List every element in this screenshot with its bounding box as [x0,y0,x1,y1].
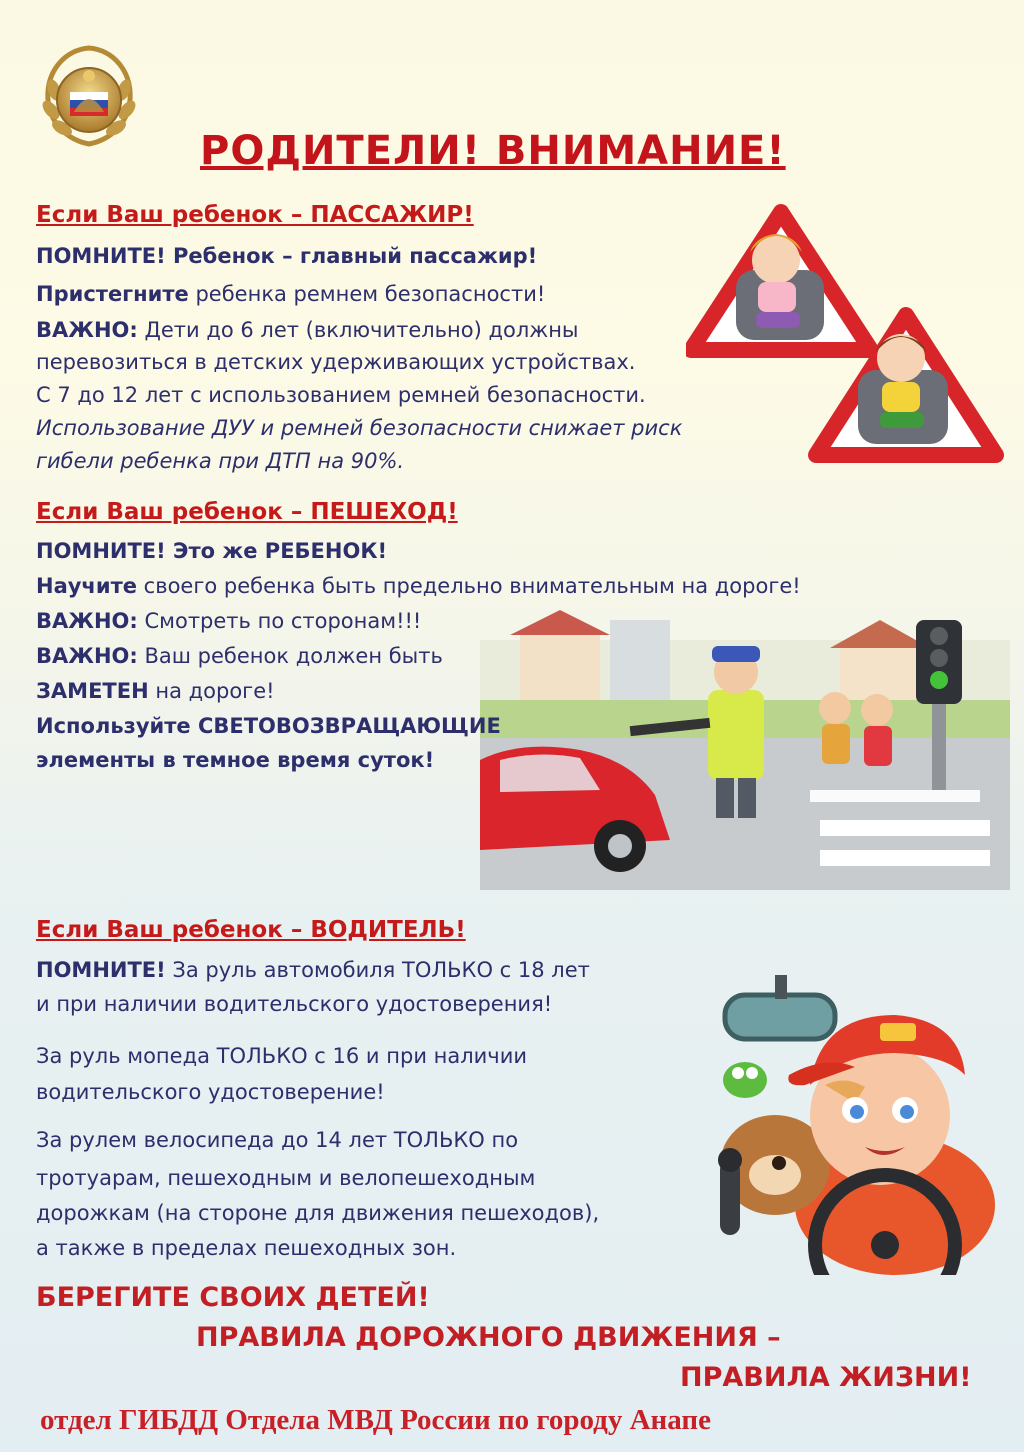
driver-line-7: дорожкам (на стороне для движения пешеходов), [36,1201,600,1225]
pedestrian-line-4 [36,642,443,670]
driver-line-1 [36,956,590,984]
passenger-line-2-bold: Пристегните [36,282,189,306]
driver-line-6: тротуарам, пешеходным и велопешеходным [36,1166,536,1190]
pedestrian-line-5-rest: на дороге! [148,679,275,703]
passenger-line-2 [36,280,545,308]
pedestrian-line-4-bold: ВАЖНО: [36,644,138,668]
footer-department: отдел ГИБДД Отдела МВД России по городу Анапе [40,1404,711,1436]
pedestrian-line-6: Используйте СВЕТОВОЗВРАЩАЮЩИЕ [36,714,501,738]
road-crossing-scene-icon [480,610,1010,890]
passenger-line-2-rest: ребенка ремнем безопасности! [188,282,546,306]
passenger-line-3-rest: Дети до 6 лет (включительно) должны [137,318,579,342]
passenger-line-4: перевозиться в детских удерживающих устройствах. [36,350,636,374]
driver-line-1-bold: ПОМНИТЕ! [36,958,166,982]
pedestrian-line-3-rest: Смотреть по сторонам!!! [137,609,422,633]
driver-heading: Если Ваш ребенок – ВОДИТЕЛЬ! [36,917,466,943]
passenger-line-7: гибели ребенка при ДТП на 90%. [36,449,405,473]
pedestrian-line-5-bold: ЗАМЕТЕН [36,679,149,703]
pedestrian-line-4-rest: Ваш ребенок должен быть [137,644,443,668]
pedestrian-line-1: ПОМНИТЕ! Это же РЕБЕНОК! [36,539,388,563]
closing-line-3: ПРАВИЛА ЖИЗНИ! [680,1362,972,1393]
pedestrian-line-2-bold: Научите [36,574,137,598]
driver-line-8: а также в пределах пешеходных зон. [36,1236,457,1260]
passenger-line-6: Использование ДУУ и ремней безопасности снижает риск [36,416,683,440]
pedestrian-line-5 [36,677,275,705]
page-title: РОДИТЕЛИ! ВНИМАНИЕ! [200,128,786,174]
driver-line-3: За руль мопеда ТОЛЬКО с 16 и при наличии [36,1044,528,1068]
driver-line-4: водительского удостоверение! [36,1080,385,1104]
passenger-heading: Если Ваш ребенок – ПАССАЖИР! [36,202,474,228]
pedestrian-line-3 [36,607,421,635]
child-driver-illustration-icon [705,975,1005,1275]
passenger-line-3 [36,316,579,344]
passenger-line-3-bold: ВАЖНО: [36,318,138,342]
pedestrian-line-3-bold: ВАЖНО: [36,609,138,633]
driver-line-2: и при наличии водительского удостоверения! [36,992,553,1016]
passenger-line-1: ПОМНИТЕ! Ребенок – главный пассажир! [36,244,538,268]
closing-line-2: ПРАВИЛА ДОРОЖНОГО ДВИЖЕНИЯ – [196,1322,781,1353]
pedestrian-line-7: элементы в темное время суток! [36,748,435,772]
pedestrian-heading: Если Ваш ребенок – ПЕШЕХОД! [36,499,458,525]
driver-line-5: За рулем велосипеда до 14 лет ТОЛЬКО по [36,1128,519,1152]
passenger-line-5: С 7 до 12 лет с использованием ремней безопасности. [36,383,646,407]
driver-line-1-rest: За руль автомобиля ТОЛЬКО с 18 лет [165,958,590,982]
closing-line-1: БЕРЕГИТЕ СВОИХ ДЕТЕЙ! [36,1282,430,1313]
pedestrian-line-2 [36,572,801,600]
gibdd-emblem-icon [34,40,144,150]
pedestrian-line-2-rest: своего ребенка быть предельно внимательным на дороге! [136,574,801,598]
child-seat-warning-sign-icon [686,200,1006,470]
